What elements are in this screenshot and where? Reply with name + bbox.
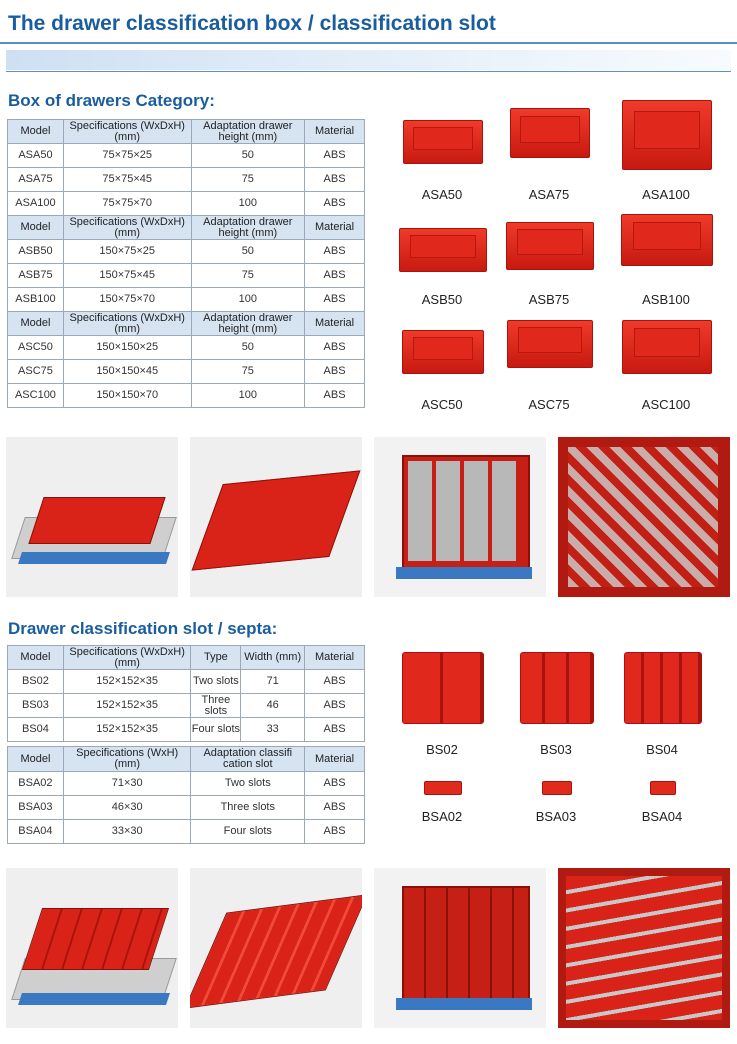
table-cell: ASC100 bbox=[8, 384, 64, 408]
table-header-cell: Model bbox=[8, 216, 64, 240]
section-title-slots: Drawer classification slot / septa: bbox=[8, 619, 278, 638]
table-row bbox=[8, 168, 365, 192]
table-cell: BSA03 bbox=[8, 796, 64, 820]
table-cell: ABS bbox=[305, 264, 365, 288]
box-label: ASB100 bbox=[642, 292, 690, 307]
table-header-cell: Material bbox=[305, 646, 365, 670]
table-header-cell: Material bbox=[305, 216, 365, 240]
table-row bbox=[8, 144, 365, 168]
table-cell: 150×75×25 bbox=[63, 240, 191, 264]
table-header-cell: Adaptation drawer height (mm) bbox=[191, 216, 305, 240]
table-header-cell: Specifications (WxDxH)(mm) bbox=[63, 646, 191, 670]
table-cell: ASB50 bbox=[8, 240, 64, 264]
table-cell: ABS bbox=[305, 796, 365, 820]
box-image-asb75 bbox=[506, 222, 594, 270]
table-header-cell: Model bbox=[8, 646, 64, 670]
table-cell: BS04 bbox=[8, 718, 64, 742]
slot-label: BSA04 bbox=[641, 809, 683, 824]
table-header-cell: Adaptation classifi cation slot bbox=[191, 747, 305, 772]
table-cell: 75 bbox=[191, 360, 305, 384]
table-header-row bbox=[8, 216, 365, 240]
table-cell: ABS bbox=[305, 144, 365, 168]
table-row bbox=[8, 820, 365, 844]
table-header-row bbox=[8, 646, 365, 670]
drawer-with-boxes-photo bbox=[6, 437, 178, 597]
tools-closeup-photo bbox=[558, 868, 730, 1028]
box-image-asc100 bbox=[622, 320, 712, 374]
table-header-row bbox=[8, 120, 365, 144]
box-label: ASB75 bbox=[528, 292, 570, 307]
table-cell: 150×75×70 bbox=[63, 288, 191, 312]
table-cell: BS02 bbox=[8, 670, 64, 694]
section-title-boxes: Box of drawers Category: bbox=[8, 91, 215, 110]
table-cell: 75 bbox=[191, 168, 305, 192]
title-banner bbox=[6, 50, 731, 70]
table-cell: 75×75×70 bbox=[63, 192, 191, 216]
slot-set-photo bbox=[190, 868, 362, 1028]
slot-image-bs02 bbox=[402, 652, 484, 724]
box-label: ASA50 bbox=[421, 187, 463, 202]
table-row bbox=[8, 718, 365, 742]
table-row bbox=[8, 240, 365, 264]
table-header-cell: Adaptation drawer height (mm) bbox=[191, 120, 305, 144]
table-cell: ABS bbox=[305, 718, 365, 742]
table-header-cell: Specifications (WxDxH)(mm) bbox=[63, 312, 191, 336]
box-label: ASC50 bbox=[421, 397, 463, 412]
table-cell: 33×30 bbox=[63, 820, 191, 844]
table-cell: BSA04 bbox=[8, 820, 64, 844]
table-cell: ABS bbox=[305, 192, 365, 216]
box-label: ASC100 bbox=[641, 397, 691, 412]
septa-spec-table bbox=[7, 746, 365, 844]
box-label: ASA100 bbox=[642, 187, 690, 202]
table-cell: ABS bbox=[305, 670, 365, 694]
slot-label: BS04 bbox=[646, 742, 678, 757]
table-cell: BSA02 bbox=[8, 772, 64, 796]
table-header-cell: Material bbox=[305, 120, 365, 144]
table-cell: 50 bbox=[191, 240, 305, 264]
table-cell: Three slots bbox=[191, 796, 305, 820]
septa-image-bsa02 bbox=[424, 781, 462, 795]
table-header-cell: Specifications (WxDxH)(mm) bbox=[63, 216, 191, 240]
table-cell: ASB75 bbox=[8, 264, 64, 288]
page-title: The drawer classification box / classification slot bbox=[8, 12, 496, 35]
table-row bbox=[8, 360, 365, 384]
table-row bbox=[8, 384, 365, 408]
boxes-spec-table bbox=[7, 119, 365, 408]
box-set-photo bbox=[190, 437, 362, 597]
table-cell: 46×30 bbox=[63, 796, 191, 820]
table-row bbox=[8, 192, 365, 216]
table-header-cell: Specifications (WxDxH)(mm) bbox=[63, 120, 191, 144]
table-row bbox=[8, 288, 365, 312]
table-cell: 152×152×35 bbox=[63, 670, 191, 694]
table-cell: ASB100 bbox=[8, 288, 64, 312]
slot-label: BSA02 bbox=[421, 809, 463, 824]
table-header-row bbox=[8, 747, 365, 772]
table-header-cell: Model bbox=[8, 312, 64, 336]
banner-rule bbox=[6, 71, 731, 72]
table-cell: Three slots bbox=[191, 694, 241, 718]
table-cell: Four slots bbox=[191, 820, 305, 844]
slot-image-bs04 bbox=[624, 652, 702, 724]
table-cell: ABS bbox=[305, 820, 365, 844]
table-cell: ABS bbox=[305, 694, 365, 718]
table-cell: 71×30 bbox=[63, 772, 191, 796]
table-header-cell: Type bbox=[191, 646, 241, 670]
table-cell: 75 bbox=[191, 264, 305, 288]
table-cell: 150×150×25 bbox=[63, 336, 191, 360]
table-cell: 33 bbox=[241, 718, 305, 742]
septa-image-bsa03 bbox=[542, 781, 572, 795]
box-image-asa75 bbox=[510, 108, 590, 158]
drawer-with-slots-photo bbox=[6, 868, 178, 1028]
box-label: ASA75 bbox=[528, 187, 570, 202]
table-cell: ASC50 bbox=[8, 336, 64, 360]
table-cell: ABS bbox=[305, 240, 365, 264]
table-header-cell: Model bbox=[8, 747, 64, 772]
table-cell: ABS bbox=[305, 168, 365, 192]
table-cell: 46 bbox=[241, 694, 305, 718]
table-cell: 152×152×35 bbox=[63, 718, 191, 742]
table-header-cell: Material bbox=[305, 312, 365, 336]
drawer-with-parts-photo bbox=[374, 437, 546, 597]
box-label: ASB50 bbox=[421, 292, 463, 307]
table-cell: ASC75 bbox=[8, 360, 64, 384]
slot-image-bs03 bbox=[520, 652, 594, 724]
table-cell: Two slots bbox=[191, 670, 241, 694]
table-cell: 50 bbox=[191, 336, 305, 360]
box-image-asa100 bbox=[622, 100, 712, 170]
table-cell: ASA50 bbox=[8, 144, 64, 168]
table-row bbox=[8, 772, 365, 796]
table-cell: Two slots bbox=[191, 772, 305, 796]
box-image-asc75 bbox=[507, 320, 593, 368]
table-row bbox=[8, 670, 365, 694]
table-cell: 152×152×35 bbox=[63, 694, 191, 718]
table-cell: 100 bbox=[191, 384, 305, 408]
box-image-asc50 bbox=[402, 330, 484, 374]
table-cell: 75×75×25 bbox=[63, 144, 191, 168]
box-image-asb50 bbox=[399, 228, 487, 272]
table-cell: ABS bbox=[305, 360, 365, 384]
table-row bbox=[8, 264, 365, 288]
table-row bbox=[8, 796, 365, 820]
septa-image-bsa04 bbox=[650, 781, 676, 795]
table-row bbox=[8, 336, 365, 360]
table-cell: ASA75 bbox=[8, 168, 64, 192]
box-image-asb100 bbox=[621, 214, 713, 266]
slot-label: BSA03 bbox=[535, 809, 577, 824]
table-cell: 150×150×45 bbox=[63, 360, 191, 384]
table-cell: ASA100 bbox=[8, 192, 64, 216]
table-cell: 75×75×45 bbox=[63, 168, 191, 192]
table-header-row bbox=[8, 312, 365, 336]
table-cell: 71 bbox=[241, 670, 305, 694]
slot-label: BS02 bbox=[426, 742, 458, 757]
title-rule bbox=[0, 42, 737, 44]
table-header-cell: Specifications (WxH)(mm) bbox=[63, 747, 191, 772]
slots-spec-table bbox=[7, 645, 365, 742]
slot-label: BS03 bbox=[540, 742, 572, 757]
table-cell: ABS bbox=[305, 288, 365, 312]
table-cell: 150×150×70 bbox=[63, 384, 191, 408]
table-header-cell: Model bbox=[8, 120, 64, 144]
table-cell: 100 bbox=[191, 288, 305, 312]
table-row bbox=[8, 694, 365, 718]
box-label: ASC75 bbox=[528, 397, 570, 412]
table-cell: ABS bbox=[305, 336, 365, 360]
table-header-cell: Adaptation drawer height (mm) bbox=[191, 312, 305, 336]
table-cell: ABS bbox=[305, 384, 365, 408]
table-cell: ABS bbox=[305, 772, 365, 796]
table-cell: 150×75×45 bbox=[63, 264, 191, 288]
table-cell: Four slots bbox=[191, 718, 241, 742]
table-header-cell: Material bbox=[305, 747, 365, 772]
table-cell: BS03 bbox=[8, 694, 64, 718]
table-cell: 50 bbox=[191, 144, 305, 168]
drawer-with-tools-photo bbox=[374, 868, 546, 1028]
table-header-cell: Width (mm) bbox=[241, 646, 305, 670]
parts-closeup-photo bbox=[558, 437, 730, 597]
box-image-asa50 bbox=[403, 120, 483, 164]
table-cell: 100 bbox=[191, 192, 305, 216]
